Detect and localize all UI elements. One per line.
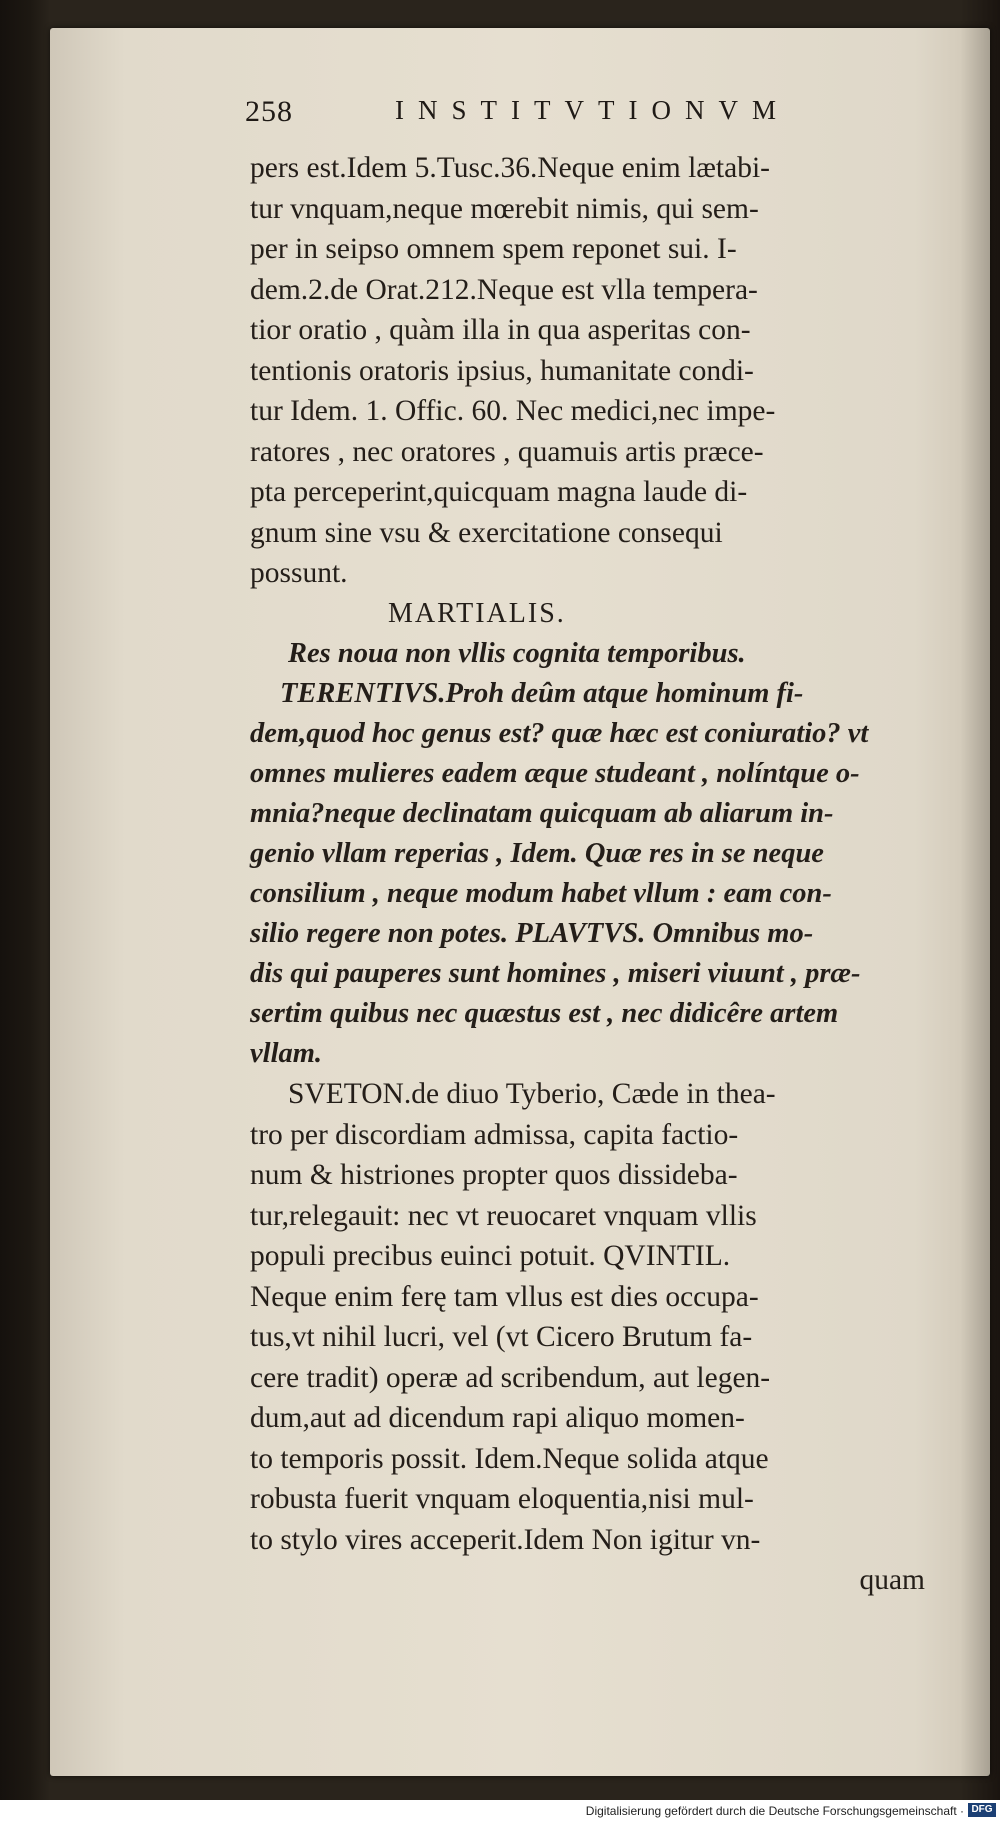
italic-line: silio regere non potes. PLAVTVS. Omnibus mo- (250, 918, 814, 949)
paragraph-sueton (250, 1074, 925, 1601)
running-title: INSTITVTIONVM (395, 95, 790, 125)
text-line: tro per discordiam admissa, capita factio- (250, 1118, 739, 1151)
italic-line: Res noua non vllis cognita temporibus. (288, 638, 746, 669)
section-heading-martialis: MARTIALIS. (388, 597, 566, 629)
funding-credit: Digitalisierung gefördert durch die Deutsche Forschungsgemeinschaft · (585, 1804, 964, 1818)
text-line: dem.2.de Orat.212.Neque est vlla tempera- (250, 273, 758, 306)
italic-line: TERENTIVS.Proh deûm atque hominum fi- (280, 678, 804, 709)
italic-line: genio vllam reperias , Idem. Quæ res in se neque (250, 838, 824, 869)
text-line: num & histriones propter quos dissideba- (250, 1159, 738, 1191)
text-line: populi precibus euinci potuit. QVINTIL. (250, 1240, 731, 1272)
page-edge-shadow (960, 28, 990, 1776)
italic-line: mnia?neque declinatam quicquam ab aliarum in- (250, 798, 834, 829)
text-line: SVETON.de diuo Tyberio, Cæde in thea- (288, 1078, 776, 1110)
text-line: Neque enim ferę tam vllus est dies occupa- (250, 1280, 759, 1313)
dfg-logo: DFG (968, 1803, 996, 1817)
text-line: to temporis possit. Idem.Neque solida atque (250, 1442, 769, 1475)
text-line: cere tradit) operæ ad scribendum, aut legen- (250, 1361, 771, 1394)
paragraph-cicero (250, 148, 925, 594)
italic-line: consilium , neque modum habet vllum : eam con- (250, 878, 832, 909)
italic-line: sertim quibus nec quæstus est , nec didicêre artem (250, 998, 839, 1029)
text-line: pta perceperint,quicquam magna laude di- (250, 476, 748, 508)
text-line: robusta fuerit vnquam eloquentia,nisi mul- (250, 1483, 754, 1515)
page-header (245, 95, 825, 135)
italic-quotations (250, 634, 925, 1074)
italic-line: vllam. (250, 1038, 323, 1069)
text-line: tur,relegauit: nec vt reuocaret vnquam vllis (250, 1199, 757, 1232)
italic-line: dem,quod hoc genus est? quæ hæc est coniuratio? vt (250, 718, 869, 749)
italic-line: dis qui pauperes sunt homines , miseri viuunt , præ- (250, 958, 861, 989)
italic-line: omnes mulieres eadem æque studeant , nolíntque o- (250, 758, 860, 789)
text-line: tior oratio , quàm illa in qua asperitas con- (250, 314, 751, 346)
text-line: per in seipso omnem spem reponet sui. I- (250, 233, 737, 265)
text-line: dum,aut ad dicendum rapi aliquo momen- (250, 1402, 745, 1434)
page-number: 258 (245, 95, 293, 128)
text-line: tentionis oratoris ipsius, humanitate condi- (250, 354, 754, 387)
text-line: pers est.Idem 5.Tusc.36.Neque enim lætabi- (250, 152, 770, 184)
text-line: tur Idem. 1. Offic. 60. Nec medici,nec impe- (250, 395, 776, 427)
text-line: possunt. (250, 557, 348, 589)
text-line: to stylo vires acceperit.Idem Non igitur vn- (250, 1523, 761, 1556)
text-line: gnum sine vsu & exercitatione consequi (250, 516, 723, 549)
catchword: quam (859, 1564, 925, 1596)
digitization-footer (0, 1800, 1000, 1822)
text-line: tur vnquam,neque mœrebit nimis, qui sem- (250, 192, 759, 225)
text-line: tus,vt nihil lucri, vel (vt Cicero Brutum fa- (250, 1321, 753, 1353)
text-line: ratores , nec oratores , quamuis artis præce- (250, 435, 764, 468)
page-text (250, 148, 925, 1601)
